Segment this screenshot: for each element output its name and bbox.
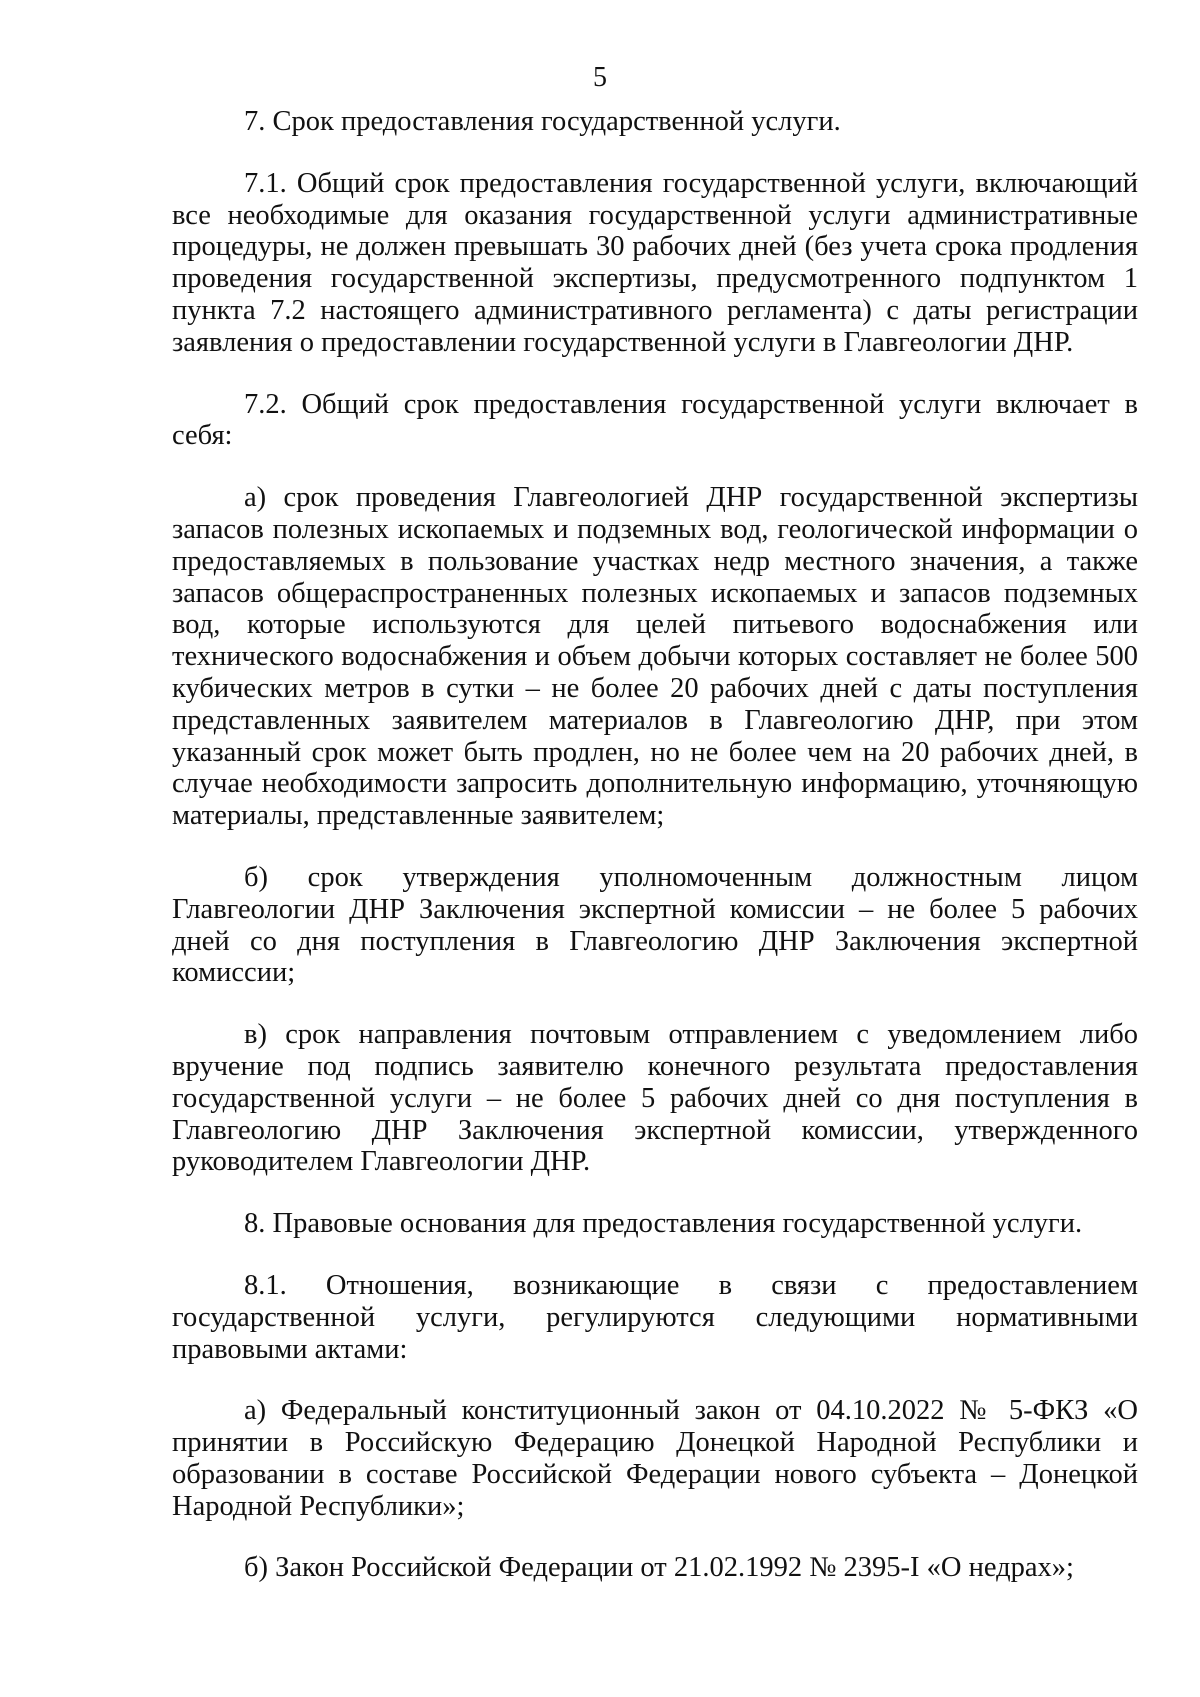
paragraph-7-2: 7.2. Общий срок предоставления государственной услуги включает в себя: <box>172 388 1138 452</box>
section-7-heading: 7. Срок предоставления государственной услуги. <box>244 106 841 137</box>
paragraph-7-2-a: а) срок проведения Главгеологией ДНР государственной экспертизы запасов полезных ископаемых и подземных вод, геологической информации о предоставляемых в пользование участках недр местного значения, а также запасов общераспространенных полезных ископаемых и запасов подземных вод, которые используются для целей питьевого водоснабжения или технического водоснабжения и объем добычи которых составляет не более 500 кубических метров в сутки – не более 20 рабочих дней с даты поступления представленных заявителем материалов в Главгеологию ДНР, при этом указанный срок может быть продлен, но не более чем на 20 рабочих дней, в случае необходимости запросить дополнительную информацию, уточняющую материалы, представленные заявителем; <box>172 482 1138 832</box>
paragraph-8-1-b: б) Закон Российской Федерации от 21.02.1992 № 2395-I «О недрах»; <box>244 1552 1074 1584</box>
paragraph-8-1: 8.1. Отношения, возникающие в связи с предоставлением государственной услуги, регулируются следующими нормативными правовыми актами: <box>172 1269 1138 1365</box>
paragraph-8-1-a: а) Федеральный конституционный закон от 04.10.2022 № 5-ФКЗ «О принятии в Российскую Федерацию Донецкой Народной Республики и образовании в составе Российской Федерации нового субъекта – Донецкой Народной Республики»; <box>172 1395 1138 1522</box>
section-8-heading: 8. Правовые основания для предоставления государственной услуги. <box>244 1208 1083 1240</box>
document-body <box>172 106 1138 1584</box>
page-number: 5 <box>593 62 607 93</box>
paragraph-7-2-v: в) срок направления почтовым отправлением с уведомлением либо вручение под подпись заявителю конечного результата предоставления государственной услуги – не более 5 рабочих дней со дня поступления в Главгеологию ДНР Заключения экспертной комиссии, утвержденного руководителем Главгеологии ДНР. <box>172 1019 1138 1178</box>
paragraph-7-2-b: б) срок утверждения уполномоченным должностным лицом Главгеологии ДНР Заключения экспертной комиссии – не более 5 рабочих дней со дня поступления в Главгеологию ДНР Заключения экспертной комиссии; <box>172 861 1138 989</box>
paragraph-7-1: 7.1. Общий срок предоставления государственной услуги, включающий все необходимые для оказания государственной услуги административные процедуры, не должен превышать 30 рабочих дней (без учета срока продления проведения государственной экспертизы, предусмотренного подпунктом 1 пункта 7.2 настоящего административного регламента) с даты регистрации заявления о предоставлении государственной услуги в Главгеологии ДНР. <box>172 167 1138 358</box>
